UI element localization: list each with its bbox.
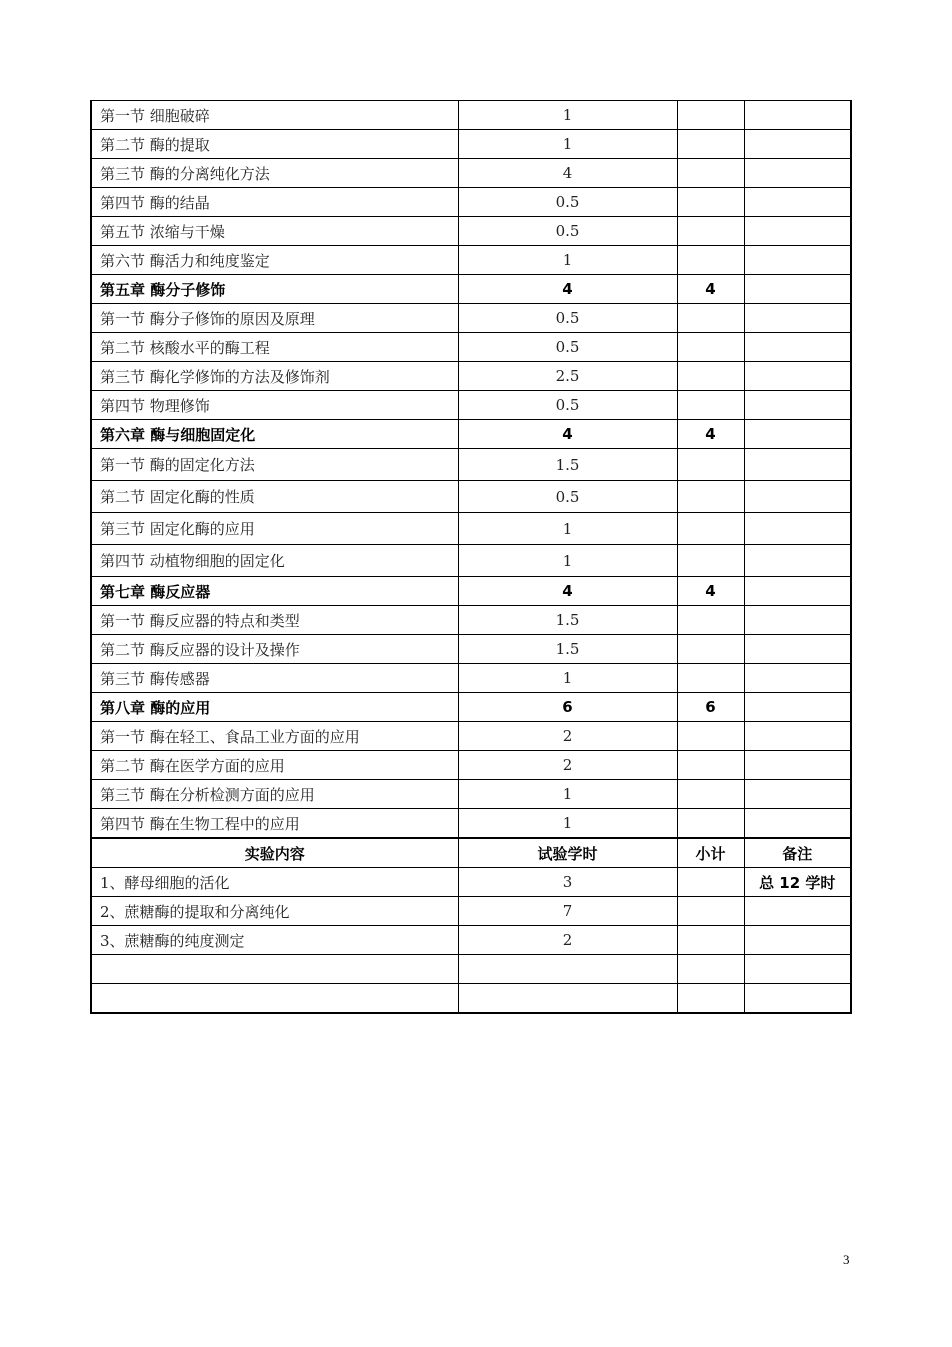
section-hours: 1.5	[458, 449, 677, 481]
section-hours: 1.5	[458, 635, 677, 664]
section-title: 第六节 酶活力和纯度鉴定	[91, 246, 458, 275]
section-subtotal	[677, 391, 744, 420]
section-title: 第三节 酶化学修饰的方法及修饰剂	[91, 362, 458, 391]
section-subtotal	[677, 513, 744, 545]
lab-content	[91, 984, 458, 1014]
section-hours: 1	[458, 130, 677, 159]
lab-row	[91, 868, 851, 897]
section-row	[91, 635, 851, 664]
section-hours: 2	[458, 751, 677, 780]
lab-header-content: 实验内容	[91, 838, 458, 868]
chapter-hours: 6	[458, 693, 677, 722]
section-title: 第二节 酶在医学方面的应用	[91, 751, 458, 780]
section-hours: 0.5	[458, 481, 677, 513]
section-title: 第四节 酶的结晶	[91, 188, 458, 217]
chapter-title: 第八章 酶的应用	[91, 693, 458, 722]
section-subtotal	[677, 722, 744, 751]
chapter-note	[744, 577, 851, 606]
section-title: 第一节 酶分子修饰的原因及原理	[91, 304, 458, 333]
section-subtotal	[677, 664, 744, 693]
lab-note	[744, 984, 851, 1014]
section-row	[91, 722, 851, 751]
section-subtotal	[677, 188, 744, 217]
lab-header-hours: 试验学时	[458, 838, 677, 868]
chapter-row	[91, 577, 851, 606]
section-subtotal	[677, 130, 744, 159]
section-note	[744, 304, 851, 333]
section-note	[744, 635, 851, 664]
section-hours: 1	[458, 780, 677, 809]
section-title: 第四节 动植物细胞的固定化	[91, 545, 458, 577]
section-row	[91, 391, 851, 420]
section-note	[744, 449, 851, 481]
section-note	[744, 362, 851, 391]
chapter-hours: 4	[458, 577, 677, 606]
section-title: 第一节 酶的固定化方法	[91, 449, 458, 481]
lab-row	[91, 897, 851, 926]
section-title: 第五节 浓缩与干燥	[91, 217, 458, 246]
section-title: 第三节 酶的分离纯化方法	[91, 159, 458, 188]
lab-header-subtotal: 小计	[677, 838, 744, 868]
section-row	[91, 217, 851, 246]
section-subtotal	[677, 246, 744, 275]
section-hours: 1	[458, 101, 677, 130]
section-row	[91, 664, 851, 693]
section-title: 第三节 酶在分析检测方面的应用	[91, 780, 458, 809]
lab-subtotal	[677, 955, 744, 984]
section-title: 第一节 酶在轻工、食品工业方面的应用	[91, 722, 458, 751]
section-note	[744, 159, 851, 188]
section-note	[744, 333, 851, 362]
section-note	[744, 809, 851, 839]
section-title: 第二节 酶反应器的设计及操作	[91, 635, 458, 664]
lab-content: 3、蔗糖酶的纯度测定	[91, 926, 458, 955]
section-note	[744, 101, 851, 130]
section-hours: 0.5	[458, 188, 677, 217]
section-subtotal	[677, 751, 744, 780]
section-row	[91, 606, 851, 635]
section-row	[91, 513, 851, 545]
section-hours: 1	[458, 664, 677, 693]
section-row	[91, 333, 851, 362]
section-subtotal	[677, 333, 744, 362]
section-title: 第三节 酶传感器	[91, 664, 458, 693]
lab-content: 1、酵母细胞的活化	[91, 868, 458, 897]
lab-hours: 3	[458, 868, 677, 897]
section-row	[91, 101, 851, 130]
section-row	[91, 449, 851, 481]
lab-note: 总 12 学时	[744, 868, 851, 897]
section-hours: 1	[458, 246, 677, 275]
lab-header-row	[91, 838, 851, 868]
section-row	[91, 130, 851, 159]
chapter-subtotal: 4	[677, 275, 744, 304]
section-note	[744, 545, 851, 577]
chapter-note	[744, 420, 851, 449]
chapter-title: 第七章 酶反应器	[91, 577, 458, 606]
section-title: 第二节 酶的提取	[91, 130, 458, 159]
section-row	[91, 481, 851, 513]
section-row	[91, 809, 851, 839]
lab-note	[744, 897, 851, 926]
chapter-subtotal: 4	[677, 420, 744, 449]
section-note	[744, 780, 851, 809]
lab-subtotal	[677, 926, 744, 955]
lab-subtotal	[677, 897, 744, 926]
section-note	[744, 664, 851, 693]
section-subtotal	[677, 635, 744, 664]
section-subtotal	[677, 780, 744, 809]
section-hours: 0.5	[458, 217, 677, 246]
section-hours: 1	[458, 513, 677, 545]
section-note	[744, 722, 851, 751]
chapter-row	[91, 275, 851, 304]
syllabus-table	[90, 100, 852, 1014]
section-row	[91, 545, 851, 577]
chapter-title: 第六章 酶与细胞固定化	[91, 420, 458, 449]
section-note	[744, 391, 851, 420]
section-hours: 0.5	[458, 391, 677, 420]
section-row	[91, 780, 851, 809]
chapter-hours: 4	[458, 420, 677, 449]
section-hours: 1.5	[458, 606, 677, 635]
section-title: 第四节 物理修饰	[91, 391, 458, 420]
page-number: 3	[843, 1252, 850, 1267]
section-note	[744, 513, 851, 545]
section-note	[744, 130, 851, 159]
section-row	[91, 188, 851, 217]
chapter-subtotal: 4	[677, 577, 744, 606]
section-hours: 1	[458, 809, 677, 839]
section-row	[91, 751, 851, 780]
section-row	[91, 159, 851, 188]
lab-hours: 2	[458, 926, 677, 955]
section-subtotal	[677, 449, 744, 481]
section-title: 第一节 酶反应器的特点和类型	[91, 606, 458, 635]
section-subtotal	[677, 481, 744, 513]
section-note	[744, 217, 851, 246]
section-subtotal	[677, 217, 744, 246]
chapter-row	[91, 693, 851, 722]
section-row	[91, 246, 851, 275]
section-subtotal	[677, 362, 744, 391]
section-subtotal	[677, 159, 744, 188]
lab-content: 2、蔗糖酶的提取和分离纯化	[91, 897, 458, 926]
section-hours: 1	[458, 545, 677, 577]
lab-row-empty	[91, 955, 851, 984]
lab-content	[91, 955, 458, 984]
section-note	[744, 246, 851, 275]
section-note	[744, 481, 851, 513]
lab-note	[744, 955, 851, 984]
section-hours: 2.5	[458, 362, 677, 391]
section-hours: 2	[458, 722, 677, 751]
lab-hours	[458, 955, 677, 984]
lab-hours	[458, 984, 677, 1014]
section-hours: 4	[458, 159, 677, 188]
chapter-row	[91, 420, 851, 449]
section-row	[91, 304, 851, 333]
section-title: 第二节 固定化酶的性质	[91, 481, 458, 513]
section-subtotal	[677, 101, 744, 130]
section-hours: 0.5	[458, 304, 677, 333]
section-title: 第二节 核酸水平的酶工程	[91, 333, 458, 362]
lab-subtotal	[677, 984, 744, 1014]
section-note	[744, 606, 851, 635]
section-row	[91, 362, 851, 391]
chapter-note	[744, 275, 851, 304]
chapter-title: 第五章 酶分子修饰	[91, 275, 458, 304]
chapter-note	[744, 693, 851, 722]
lab-hours: 7	[458, 897, 677, 926]
lab-row-empty	[91, 984, 851, 1014]
section-subtotal	[677, 606, 744, 635]
section-subtotal	[677, 545, 744, 577]
section-title: 第三节 固定化酶的应用	[91, 513, 458, 545]
section-note	[744, 751, 851, 780]
lab-subtotal	[677, 868, 744, 897]
section-hours: 0.5	[458, 333, 677, 362]
section-subtotal	[677, 809, 744, 839]
section-title: 第一节 细胞破碎	[91, 101, 458, 130]
section-note	[744, 188, 851, 217]
chapter-hours: 4	[458, 275, 677, 304]
section-title: 第四节 酶在生物工程中的应用	[91, 809, 458, 839]
lab-note	[744, 926, 851, 955]
lab-header-note: 备注	[744, 838, 851, 868]
chapter-subtotal: 6	[677, 693, 744, 722]
section-subtotal	[677, 304, 744, 333]
lab-row	[91, 926, 851, 955]
